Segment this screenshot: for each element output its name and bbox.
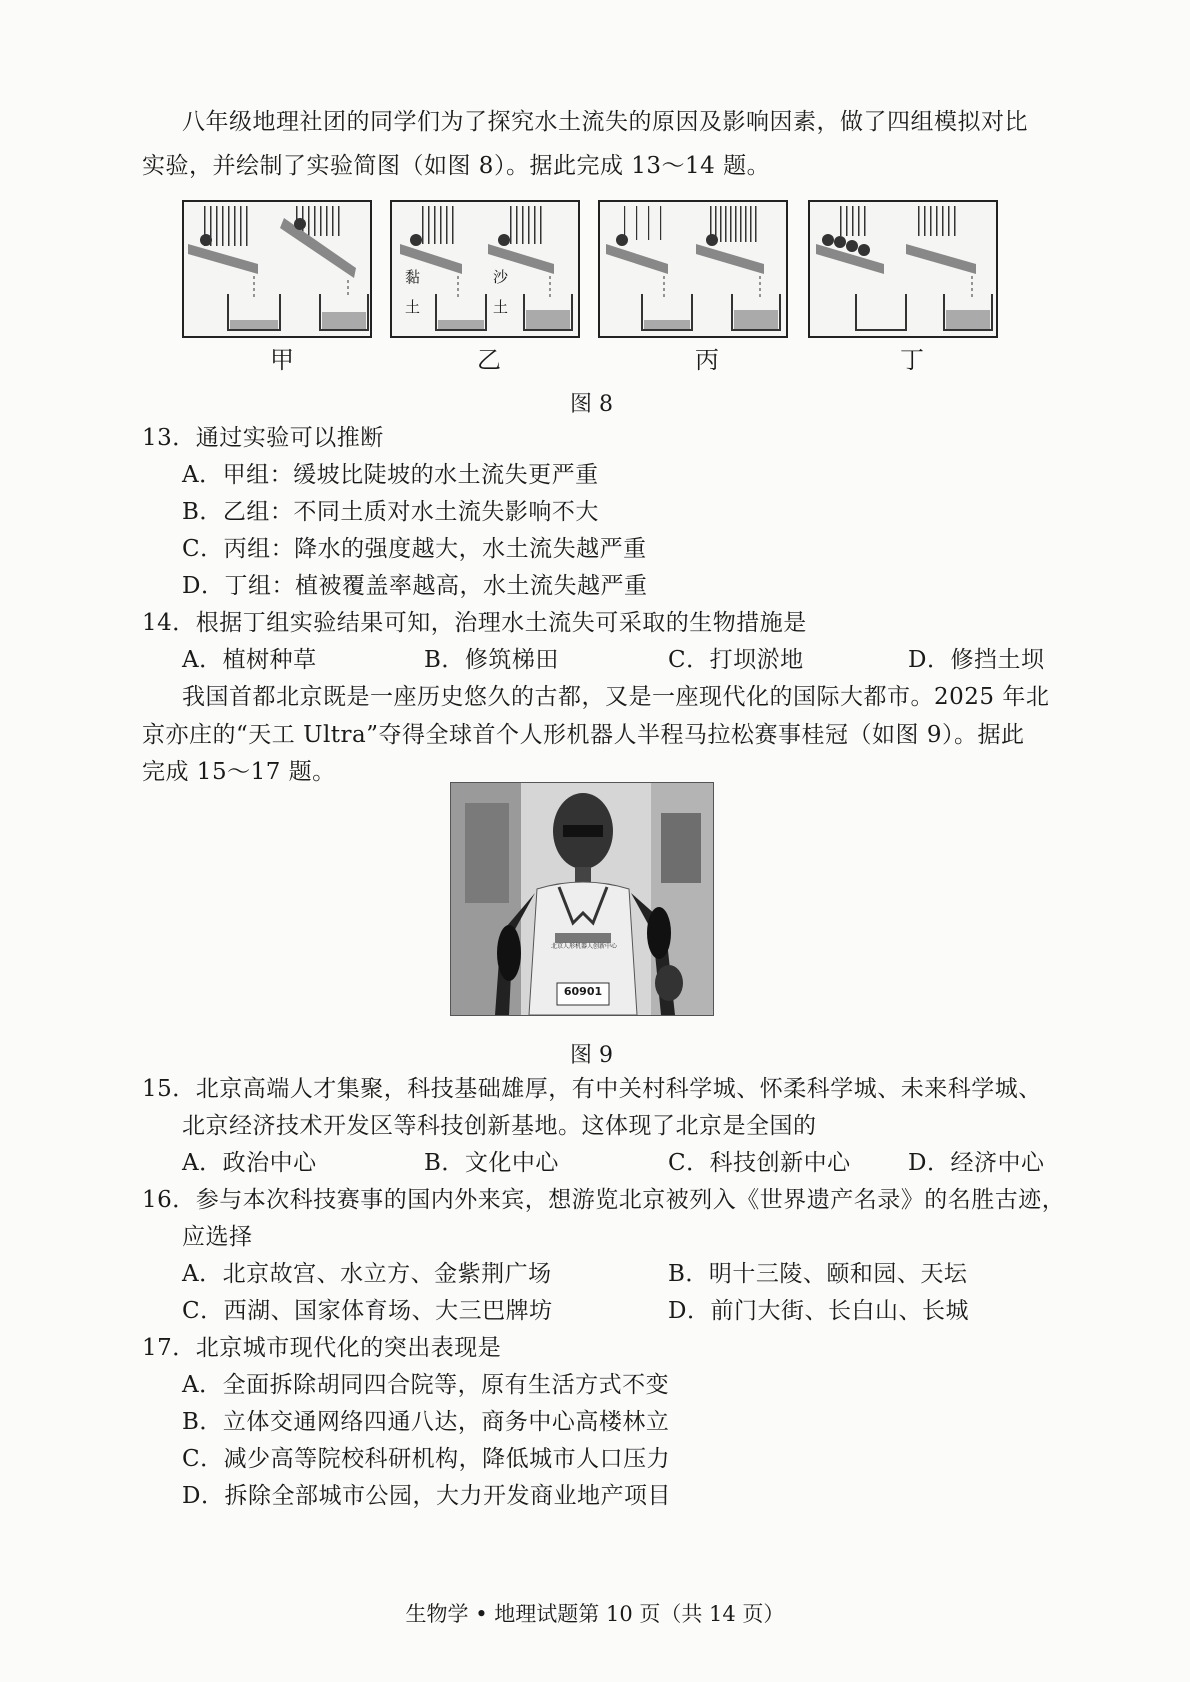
q15-stem-line2: 北京经济技术开发区等科技创新基地。这体现了北京是全国的 (182, 1113, 817, 1139)
panel-label-jia: 甲 (270, 346, 294, 374)
page-footer: 生物学 • 地理试题第 10 页（共 14 页） (405, 1602, 785, 1626)
q14-option-d: D．修挡土坝 (908, 647, 1045, 673)
intro1-line2: 实验，并绘制了实验简图（如图 8）。据此完成 13～14 题。 (142, 153, 771, 179)
intro2-line3: 完成 15～17 题。 (142, 759, 336, 785)
q16-stem-line2: 应选择 (182, 1224, 253, 1250)
q17-option-c: C．减少高等院校科研机构，降低城市人口压力 (182, 1446, 671, 1472)
experiment-panel-ding (808, 200, 998, 338)
q17-stem: 17．北京城市现代化的突出表现是 (142, 1335, 502, 1361)
q15-option-d: D．经济中心 (908, 1150, 1045, 1176)
q15-option-a: A．政治中心 (182, 1150, 317, 1176)
q14-stem: 14．根据丁组实验结果可知，治理水土流失可采取的生物措施是 (142, 610, 807, 636)
q14-option-c: C．打坝淤地 (668, 647, 804, 673)
figure8-caption: 图 8 (570, 392, 613, 417)
q13-option-a: A．甲组：缓坡比陡坡的水土流失更严重 (182, 462, 599, 488)
experiment-panel-jia (182, 200, 372, 338)
intro1-line1: 八年级地理社团的同学们为了探究水土流失的原因及影响因素，做了四组模拟对比 (182, 109, 1028, 135)
race-bib-number: 60901 (563, 985, 603, 998)
figure9-caption: 图 9 (570, 1043, 613, 1068)
q16-stem-line1: 16．参与本次科技赛事的国内外来宾，想游览北京被列入《世界遗产名录》的名胜古迹， (142, 1187, 1066, 1213)
shirt-text: 北京人形机器人创新中心 (550, 943, 617, 950)
q13-option-d: D．丁组：植被覆盖率越高，水土流失越严重 (182, 573, 648, 599)
intro2-line1: 我国首都北京既是一座历史悠久的古都，又是一座现代化的国际大都市。2025 年北 (182, 684, 1050, 710)
panel-label-bing: 丙 (695, 346, 719, 374)
q17-option-a: A．全面拆除胡同四合院等，原有生活方式不变 (182, 1372, 670, 1398)
q15-option-c: C．科技创新中心 (668, 1150, 851, 1176)
q14-option-b: B．修筑梯田 (424, 647, 559, 673)
panel-label-yi: 乙 (477, 346, 501, 374)
q16-option-c: C．西湖、国家体育场、大三巴牌坊 (182, 1298, 553, 1324)
q14-option-a: A．植树种草 (182, 647, 317, 673)
q13-option-c: C．丙组：降水的强度越大，水土流失越严重 (182, 536, 647, 562)
q17-option-d: D．拆除全部城市公园，大力开发商业地产项目 (182, 1483, 671, 1509)
panel-label-ding: 丁 (900, 346, 924, 374)
soil-label-clay: 黏土 (405, 268, 421, 316)
q16-option-b: B．明十三陵、颐和园、天坛 (668, 1261, 968, 1287)
q16-option-a: A．北京故宫、水立方、金紫荆广场 (182, 1261, 552, 1287)
q17-option-b: B．立体交通网络四通八达，商务中心高楼林立 (182, 1409, 670, 1435)
q13-stem: 13．通过实验可以推断 (142, 425, 384, 451)
q15-stem-line1: 15．北京高端人才集聚，科技基础雄厚，有中关村科学城、怀柔科学城、未来科学城、 (142, 1076, 1042, 1102)
robot-marathon-photo (450, 782, 714, 1016)
experiment-panel-bing (598, 200, 788, 338)
soil-label-sand: 沙土 (493, 268, 509, 316)
q15-option-b: B．文化中心 (424, 1150, 559, 1176)
intro2-line2: 京亦庄的“天工 Ultra”夺得全球首个人形机器人半程马拉松赛事桂冠（如图 9）。据此 (142, 722, 1025, 748)
q16-option-d: D．前门大街、长白山、长城 (668, 1298, 969, 1324)
q13-option-b: B．乙组：不同土质对水土流失影响不大 (182, 499, 599, 525)
